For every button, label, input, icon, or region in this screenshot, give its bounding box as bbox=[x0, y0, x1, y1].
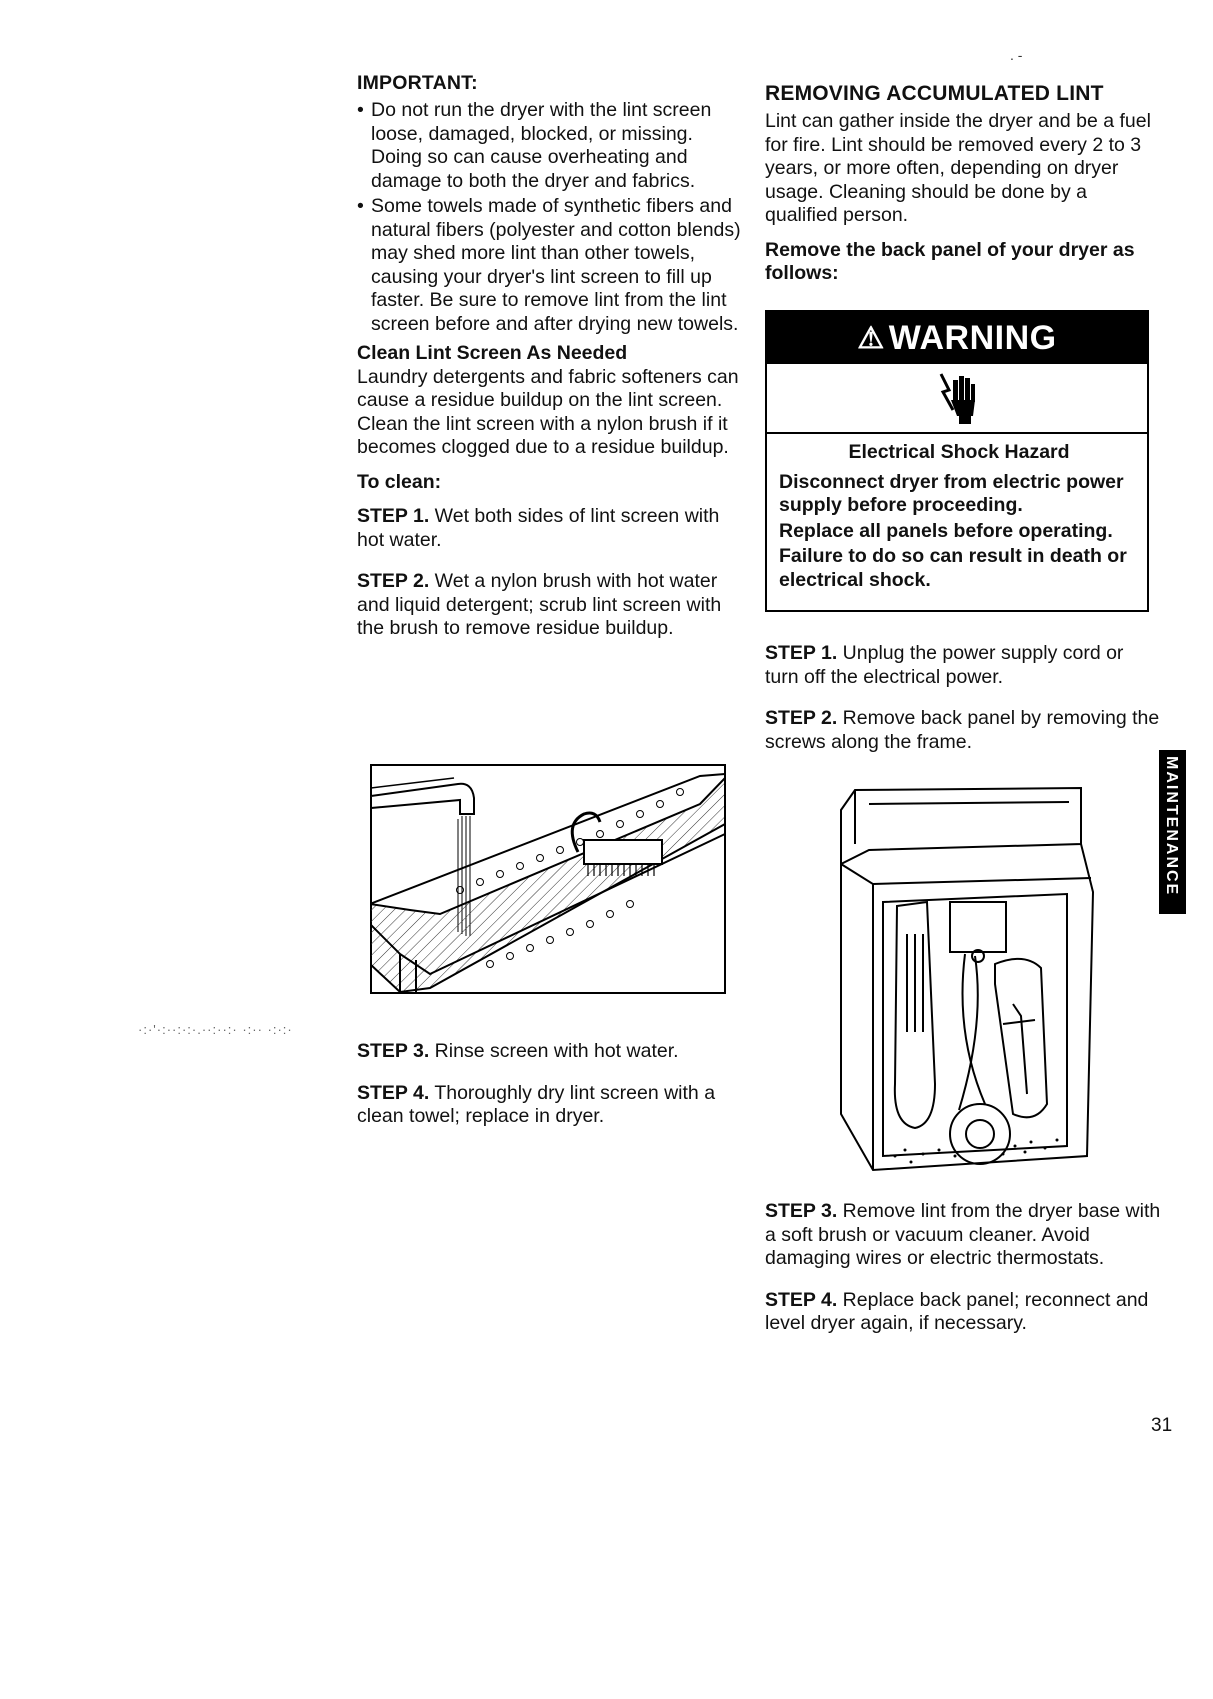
important-bullet-1: • Do not run the dryer with the lint screen loose, damaged, blocked, or missing. Doing so can cause overheating and damage to both the dryer and fabrics. bbox=[357, 99, 742, 193]
maintenance-section-tab bbox=[1159, 750, 1186, 914]
step-label: STEP 3. bbox=[765, 1200, 838, 1222]
step-text: Wet a nylon brush with hot water and liquid detergent; scrub lint screen with the brush to remove residue buildup. bbox=[357, 570, 722, 639]
right-step-3 bbox=[765, 1200, 1165, 1271]
warning-box bbox=[765, 310, 1149, 612]
dryer-back-illustration bbox=[835, 784, 1095, 1179]
step-label: STEP 1. bbox=[357, 505, 430, 527]
step-text: Rinse screen with hot water. bbox=[429, 1040, 679, 1062]
warning-title: WARNING bbox=[888, 318, 1057, 357]
important-heading: IMPORTANT: bbox=[357, 72, 478, 94]
dryer-back-drawing bbox=[835, 784, 1095, 1174]
important-list bbox=[357, 99, 742, 336]
step-label: STEP 1. bbox=[765, 642, 838, 664]
stray-mark: . - bbox=[1010, 47, 1023, 63]
step-text: Replace back panel; reconnect and level dryer again, if necessary. bbox=[765, 1288, 1149, 1334]
step-text: Remove lint from the dryer base with a soft brush or vacuum cleaner. Avoid damaging wires or electric thermostats. bbox=[765, 1200, 1161, 1269]
to-clean-heading: To clean: bbox=[357, 470, 442, 493]
warning-banner bbox=[767, 312, 1147, 364]
left-steps-lower bbox=[357, 1040, 742, 1129]
important-bullet-2: • Some towels made of synthetic fibers and natural fibers (polyester and cotton blends) may shed more lint than other towels, causing your dryer's lint screen to fill up faster. Be sure to remove lint from the lint screen before and after drying new towels. bbox=[357, 195, 742, 336]
warning-hazard: Electrical Shock Hazard bbox=[848, 441, 1070, 463]
clean-lint-heading: Clean Lint Screen As Needed bbox=[357, 342, 628, 364]
left-step-3 bbox=[357, 1040, 742, 1064]
right-step-4 bbox=[765, 1289, 1165, 1336]
left-column bbox=[357, 72, 742, 641]
lint-screen-illustration bbox=[370, 764, 726, 999]
remove-back-panel-heading: Remove the back panel of your dryer as follows: bbox=[765, 238, 1135, 284]
warning-triangle-icon: ⚠ bbox=[857, 321, 885, 355]
warning-icon-row bbox=[767, 364, 1147, 434]
right-step-1 bbox=[765, 642, 1160, 689]
step-text: Unplug the power supply cord or turn off the electrical power. bbox=[765, 642, 1124, 688]
right-column-top bbox=[765, 82, 1160, 286]
shock-hand-icon bbox=[935, 370, 979, 426]
warning-line-1: Disconnect dryer from electric power supply before proceeding. bbox=[779, 470, 1124, 516]
step-text: Wet both sides of lint screen with hot water. bbox=[357, 505, 720, 551]
warning-line-2: Replace all panels before operating. bbox=[779, 519, 1113, 542]
step-label: STEP 4. bbox=[765, 1288, 838, 1311]
removing-lint-intro: Lint can gather inside the dryer and be a fuel for fire. Lint should be removed every 2 to 3 years, or more often, depending on dryer usage. Cleaning should be done by a qualified person. bbox=[765, 110, 1151, 226]
right-steps-lower bbox=[765, 1200, 1165, 1336]
right-step-2 bbox=[765, 707, 1160, 754]
step-label: STEP 4. bbox=[357, 1081, 430, 1104]
step-text: Remove back panel by removing the screws along the frame. bbox=[765, 707, 1160, 753]
section-tab-label: MAINTENANCE bbox=[1163, 756, 1180, 897]
scan-speckle: ·:·'·:··:·:·.··:··:· ·:·· ·:·:· bbox=[138, 1022, 293, 1037]
clean-lint-text: Laundry detergents and fabric softeners can cause a residue buildup on the lint screen. Clean the lint screen with a nylon brush if it becomes clogged due to a residue buildup. bbox=[357, 365, 739, 458]
left-step-2 bbox=[357, 570, 742, 641]
step-label: STEP 3. bbox=[357, 1040, 430, 1062]
removing-lint-heading: REMOVING ACCUMULATED LINT bbox=[765, 82, 1104, 105]
left-step-4 bbox=[357, 1082, 742, 1129]
step-label: STEP 2. bbox=[765, 707, 838, 729]
step-text: Thoroughly dry lint screen with a clean towel; replace in dryer. bbox=[357, 1081, 716, 1127]
warning-line-3: Failure to do so can result in death or electrical shock. bbox=[779, 545, 1127, 591]
step-label: STEP 2. bbox=[357, 570, 430, 592]
warning-text bbox=[779, 432, 1139, 594]
left-step-1 bbox=[357, 505, 742, 552]
right-steps-upper bbox=[765, 642, 1160, 754]
page-number: 31 bbox=[1151, 1415, 1173, 1436]
lint-screen-drawing bbox=[370, 764, 726, 994]
